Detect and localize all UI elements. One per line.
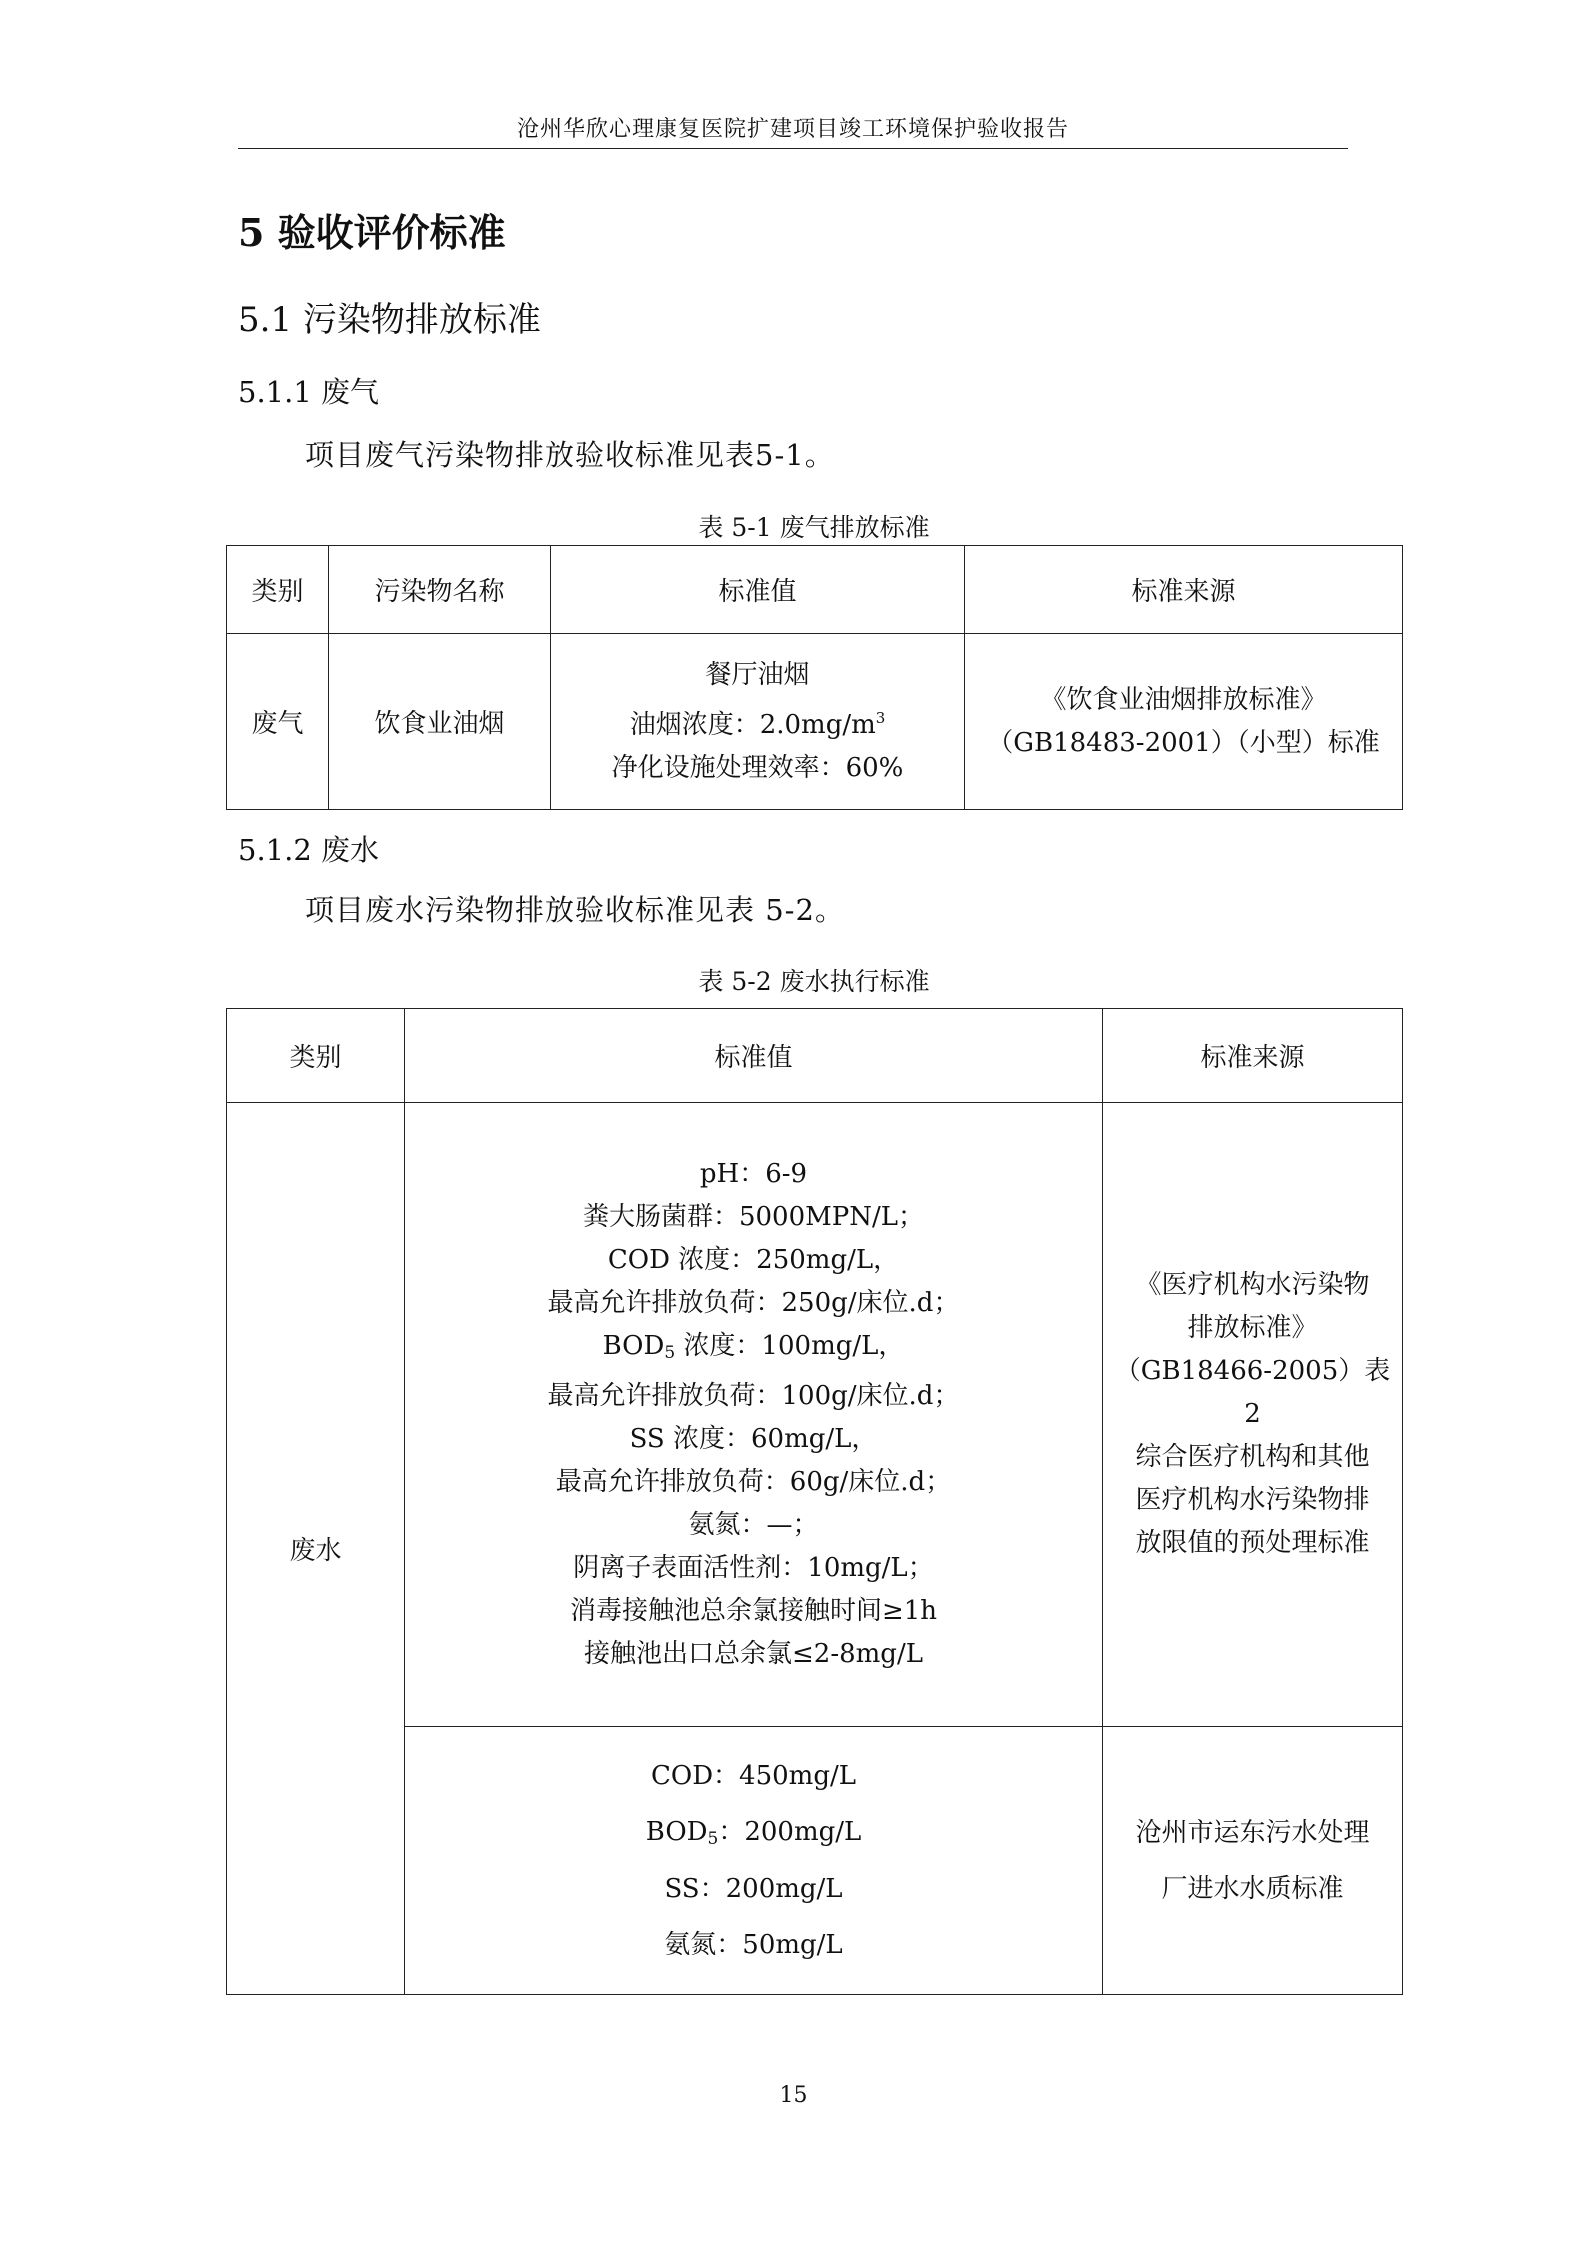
table-5-2-caption: 表 5-2 废水执行标准 (698, 967, 930, 996)
gas-standards-table (226, 545, 1403, 810)
value-line: 接触池出口总余氯≤2-8mg/L (584, 1639, 923, 1669)
value-line: $BOD_5$：200mg/L (645, 1817, 862, 1849)
source-line: （GB18483-2001）（小型）标准 (987, 727, 1380, 758)
source-line: （GB18466-2005）表 2 (1114, 1356, 1391, 1429)
value-line: 最高允许排放负荷：250g/床位.d； (547, 1288, 960, 1318)
value-line: 最高允许排放负荷：100g/床位.d； (547, 1381, 960, 1411)
header-pollutant: 污染物名称 (329, 546, 551, 634)
value-line: 油烟浓度：$2.0mg/m^3$ (629, 708, 886, 740)
value-line: 氨氮：—； (688, 1510, 819, 1540)
gas-heading: 5.1.1 废气 (238, 375, 380, 409)
gas-intro: 项目废气污染物排放验收标准见表5-1。 (305, 438, 835, 472)
category-cell: 废水 (227, 1103, 405, 1995)
value-line: 餐厅油烟 (705, 659, 810, 690)
value-line: COD 浓度：250mg/L， (607, 1245, 900, 1275)
source-line: 医疗机构水污染物排 (1135, 1485, 1370, 1515)
header-standard-value: 标准值 (551, 546, 965, 634)
value-line: SS 浓度：60mg/L， (629, 1424, 878, 1454)
water-standards-table (226, 1008, 1403, 1995)
header-standard-source: 标准来源 (1103, 1009, 1403, 1103)
value-line: 最高允许排放负荷：60g/床位.d； (555, 1467, 952, 1497)
source-line: 综合医疗机构和其他 (1135, 1442, 1370, 1472)
standard-source-cell (1103, 1103, 1403, 1727)
source-line: 沧州市运东污水处理 (1135, 1817, 1370, 1848)
header-standard-source: 标准来源 (965, 546, 1403, 634)
source-line: 放限值的预处理标准 (1135, 1528, 1370, 1558)
header-divider (238, 148, 1348, 149)
value-line: 消毒接触池总余氯接触时间≥1h (569, 1596, 938, 1626)
source-line: 厂进水水质标准 (1161, 1873, 1344, 1904)
standard-value-cell (551, 634, 965, 810)
table-row (227, 634, 1403, 810)
value-line: COD：450mg/L (650, 1761, 856, 1791)
value-line: 净化设施处理效率：60% (611, 752, 904, 783)
table-5-1-caption: 表 5-1 废气排放标准 (698, 513, 930, 542)
value-line: 氨氮：50mg/L (664, 1930, 843, 1960)
header-category: 类别 (227, 546, 329, 634)
value-line: $BOD_5$ 浓度：100mg/L， (602, 1331, 905, 1363)
section-title: 5 验收评价标准 (238, 210, 506, 255)
value-line: SS：200mg/L (664, 1874, 843, 1904)
value-line: 阴离子表面活性剂：10mg/L； (573, 1553, 934, 1583)
value-line: pH：6-9 (699, 1159, 808, 1189)
pollutant-cell: 饮食业油烟 (329, 634, 551, 810)
standard-source-cell (965, 634, 1403, 810)
water-intro: 项目废水污染物排放验收标准见表 5-2。 (305, 893, 845, 927)
value-line: 粪大肠菌群：5000MPN/L； (582, 1202, 925, 1232)
category-cell: 废气 (227, 634, 329, 810)
table-header-row (227, 546, 1403, 634)
subsection-title: 5.1 污染物排放标准 (238, 300, 541, 340)
water-heading: 5.1.2 废水 (238, 833, 380, 867)
standard-source-cell (1103, 1727, 1403, 1995)
standard-value-cell (405, 1727, 1103, 1995)
source-line: 《饮食业油烟排放标准》 (1040, 684, 1327, 715)
page-number: 15 (779, 2083, 808, 2108)
source-line: 排放标准》 (1187, 1313, 1318, 1343)
header-standard-value: 标准值 (405, 1009, 1103, 1103)
standard-value-cell (405, 1103, 1103, 1727)
source-line: 《医疗机构水污染物 (1135, 1270, 1370, 1300)
page-header: 沧州华欣心理康复医院扩建项目竣工环境保护验收报告 (516, 117, 1069, 142)
header-category: 类别 (227, 1009, 405, 1103)
table-header-row (227, 1009, 1403, 1103)
table-row (227, 1103, 1403, 1727)
